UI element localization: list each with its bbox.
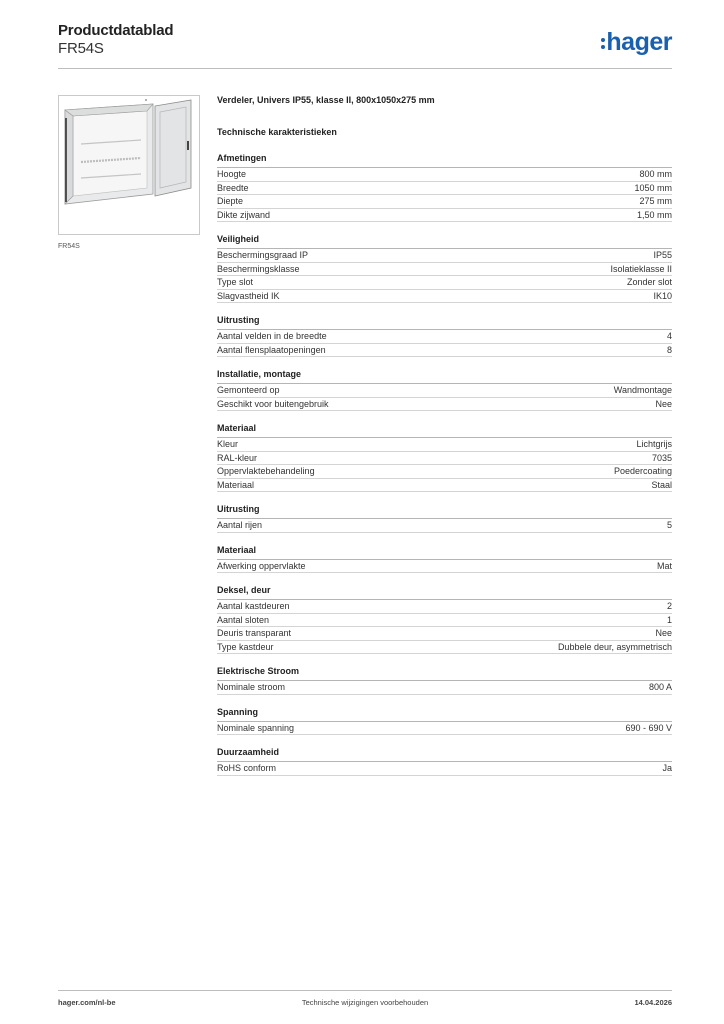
spec-label: Breedte — [217, 182, 249, 193]
spec-section — [217, 545, 672, 574]
spec-value: Dubbele deur, asymmetrisch — [557, 641, 672, 652]
spec-row — [217, 276, 672, 290]
spec-value: 1,50 mm — [636, 209, 672, 220]
spec-value: 8 — [666, 344, 672, 355]
spec-label: Materiaal — [217, 479, 255, 490]
spec-label: Beschermingsgraad IP — [217, 250, 309, 260]
spec-value: 800 A — [648, 682, 672, 692]
spec-label: Beschermingsklasse — [217, 263, 300, 274]
spec-row — [217, 722, 672, 736]
product-image — [58, 95, 200, 235]
spec-label: Geschikt voor buitengebruik — [217, 398, 329, 409]
spec-value: IP55 — [653, 250, 672, 260]
spec-heading: Technische karakteristieken — [217, 127, 337, 137]
section-title: Veiligheid — [217, 234, 672, 249]
spec-label: RoHS conform — [217, 763, 277, 773]
spec-row — [217, 762, 672, 776]
product-description: Verdeler, Univers IP55, klasse II, 800x1050x275 mm — [217, 95, 435, 105]
hager-logo — [601, 30, 672, 55]
spec-section — [217, 504, 672, 533]
spec-row — [217, 195, 672, 209]
spec-row — [217, 168, 672, 182]
section-title: Spanning — [217, 707, 672, 722]
spec-value: Wandmontage — [613, 385, 672, 395]
document-title: Productdatablad — [58, 22, 174, 39]
spec-label: Hoogte — [217, 169, 247, 179]
spec-row — [217, 627, 672, 641]
spec-label: Aantal kastdeuren — [217, 601, 290, 611]
spec-label: Nominale spanning — [217, 722, 295, 733]
spec-value: Mat — [656, 560, 672, 571]
section-title: Uitrusting — [217, 315, 672, 330]
spec-value: Nee — [655, 398, 672, 409]
spec-value: 2 — [666, 601, 672, 611]
spec-label: Nominale stroom — [217, 682, 286, 692]
spec-row — [217, 465, 672, 479]
spec-label: Aantal sloten — [217, 614, 270, 625]
spec-label: Aantal velden in de breedte — [217, 331, 327, 341]
spec-value: Lichtgrijs — [636, 439, 672, 449]
distribution-cabinet-icon — [59, 96, 199, 234]
spec-row — [217, 209, 672, 223]
spec-value: 275 mm — [639, 196, 672, 206]
spec-label: Deuris transparant — [217, 628, 292, 638]
spec-label: Dikte zijwand — [217, 209, 271, 220]
spec-label: Afwerking oppervlakte — [217, 560, 306, 571]
section-title: Elektrische Stroom — [217, 666, 672, 681]
section-title: Materiaal — [217, 545, 672, 560]
page-footer — [58, 998, 672, 1012]
section-title: Duurzaamheid — [217, 747, 672, 762]
spec-row — [217, 614, 672, 628]
spec-row — [217, 452, 672, 466]
spec-label: Diepte — [217, 196, 244, 206]
spec-label: Aantal rijen — [217, 520, 263, 530]
image-caption: FR54S — [58, 243, 80, 250]
spec-row — [217, 438, 672, 452]
spec-label: Type slot — [217, 277, 254, 287]
spec-row — [217, 398, 672, 412]
logo-dots-icon — [601, 35, 605, 52]
spec-content — [217, 95, 672, 776]
spec-value: 1 — [666, 614, 672, 625]
page-header — [58, 22, 672, 70]
spec-value: 4 — [666, 331, 672, 341]
spec-label: Gemonteerd op — [217, 385, 280, 395]
spec-row — [217, 479, 672, 493]
spec-value: IK10 — [653, 290, 672, 301]
spec-label: Slagvastheid IK — [217, 290, 280, 301]
section-title: Materiaal — [217, 423, 672, 438]
spec-section — [217, 369, 672, 411]
spec-row — [217, 249, 672, 263]
section-title: Uitrusting — [217, 504, 672, 519]
spec-section — [217, 234, 672, 303]
footer-website-link[interactable]: hager.com/nl-be — [58, 998, 116, 1007]
spec-section — [217, 666, 672, 695]
spec-value: 5 — [666, 520, 672, 530]
spec-row — [217, 641, 672, 655]
spec-row — [217, 519, 672, 533]
spec-row — [217, 263, 672, 277]
spec-row — [217, 344, 672, 358]
spec-label: Oppervlaktebehandeling — [217, 466, 315, 476]
spec-value: Staal — [651, 479, 672, 490]
spec-row — [217, 600, 672, 614]
spec-section — [217, 423, 672, 492]
spec-value: Poedercoating — [613, 466, 672, 476]
spec-value: 1050 mm — [634, 182, 672, 193]
spec-row — [217, 330, 672, 344]
spec-value: Zonder slot — [626, 277, 672, 287]
section-title: Installatie, montage — [217, 369, 672, 384]
header-divider — [58, 68, 672, 69]
spec-label: Kleur — [217, 439, 239, 449]
spec-value: 7035 — [651, 452, 672, 463]
spec-section — [217, 153, 672, 222]
section-title: Deksel, deur — [217, 585, 672, 600]
footer-notice: Technische wijzigingen voorbehouden — [301, 998, 429, 1007]
spec-section — [217, 315, 672, 357]
product-code: FR54S — [58, 40, 104, 57]
footer-divider — [58, 990, 672, 991]
spec-value: Ja — [662, 763, 672, 773]
spec-row — [217, 560, 672, 574]
footer-date: 14.04.2026 — [634, 998, 672, 1007]
spec-row — [217, 290, 672, 304]
spec-section — [217, 707, 672, 736]
spec-label: Aantal flensplaatopeningen — [217, 344, 326, 355]
spec-value: Isolatieklasse II — [610, 263, 672, 274]
spec-value: 690 - 690 V — [625, 722, 672, 733]
spec-row — [217, 681, 672, 695]
spec-sections — [217, 153, 672, 776]
spec-row — [217, 182, 672, 196]
spec-section — [217, 585, 672, 654]
spec-section — [217, 747, 672, 776]
logo-text: hager — [606, 28, 672, 56]
spec-label: Type kastdeur — [217, 641, 274, 652]
spec-label: RAL-kleur — [217, 452, 258, 463]
section-title: Afmetingen — [217, 153, 672, 168]
spec-value: Nee — [655, 628, 672, 638]
spec-row — [217, 384, 672, 398]
spec-value: 800 mm — [639, 169, 672, 179]
